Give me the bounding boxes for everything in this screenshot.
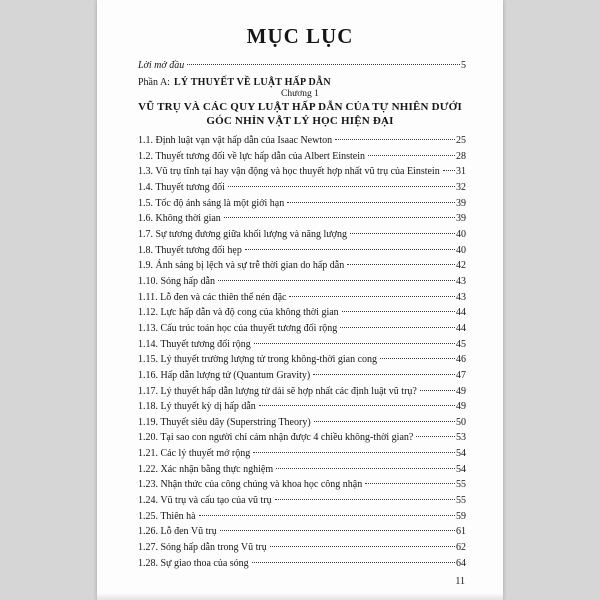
dot-leader: [253, 452, 455, 453]
dot-leader: [220, 530, 455, 531]
toc-entry-page-number: 55: [456, 479, 466, 491]
toc-entry-label: 1.10. Sóng hấp dẫn: [138, 275, 215, 287]
toc-entry-page-number: 54: [456, 463, 466, 475]
toc-entry-page-number: 43: [456, 275, 466, 287]
toc-entry-page-number: 59: [456, 510, 466, 522]
toc-entry: [138, 337, 466, 353]
toc-entry-label: 1.26. Lỗ đen Vũ trụ: [138, 526, 217, 538]
toc-entry: [138, 415, 466, 431]
toc-entry: [138, 164, 466, 180]
dot-leader: [368, 155, 455, 156]
toc-entry-label: 1.9. Ánh sáng bị lệch và sự trễ thời gian do hấp dẫn: [138, 260, 345, 272]
toc-entry: [138, 446, 466, 462]
part-title: LÝ THUYẾT VỀ LUẬT HẤP DẪN: [173, 77, 331, 88]
toc-entry-page-number: 44: [456, 322, 466, 334]
dot-leader: [287, 202, 455, 203]
toc-entry-label: 1.21. Các lý thuyết mở rộng: [138, 448, 251, 460]
toc-entry: [138, 524, 466, 540]
toc-entry-label: 1.25. Thiên hà: [138, 510, 196, 522]
dot-leader: [340, 327, 455, 328]
toc-entry-page-number: 47: [456, 369, 466, 381]
toc-entry-label: 1.24. Vũ trụ và cấu tạo của vũ trụ: [138, 495, 272, 507]
toc-entry-page-number: 50: [456, 416, 466, 428]
dot-leader: [187, 64, 460, 65]
toc-entry-label: 1.6. Không thời gian: [138, 213, 221, 225]
dot-leader: [199, 515, 455, 516]
toc-entry-label: 1.11. Lỗ đen và các thiên thể nén đặc: [138, 291, 287, 303]
dot-leader: [335, 139, 455, 140]
dot-leader: [228, 186, 455, 187]
part-heading: [138, 75, 466, 90]
toc-entry-label: 1.7. Sự tương đương giữa khối lượng và năng lượng: [138, 228, 347, 240]
toc-entry-page-number: 39: [456, 197, 466, 209]
toc-entry-label: 1.27. Sóng hấp dẫn trong Vũ trụ: [138, 542, 267, 554]
toc-entry-label: 1.18. Lý thuyết kỳ dị hấp dẫn: [138, 401, 256, 413]
toc-entry: [138, 477, 466, 493]
toc-entry: [138, 399, 466, 415]
dot-leader: [259, 405, 455, 406]
toc-entry: [138, 196, 466, 212]
toc-entry-page-number: 42: [456, 260, 466, 272]
toc-entry: [138, 290, 466, 306]
toc-entry: [138, 149, 466, 165]
toc-entry-label: 1.13. Cấu trúc toán học của thuyết tương đối rộng: [138, 322, 338, 334]
toc-entry-page-number: 53: [456, 432, 466, 444]
toc-entry: [138, 430, 466, 446]
dot-leader: [218, 280, 455, 281]
toc-entry-label: 1.8. Thuyết tương đối hẹp: [138, 244, 242, 256]
toc-entry-page-number: 39: [456, 213, 466, 225]
dot-leader: [380, 358, 455, 359]
toc-entry-page-number: 40: [456, 244, 466, 256]
toc-entry-label: 1.12. Lực hấp dẫn và độ cong của không thời gian: [138, 307, 339, 319]
toc-entry-page-number: 55: [456, 495, 466, 507]
dot-leader: [443, 170, 455, 171]
dot-leader: [347, 264, 455, 265]
toc-entry-label: 1.28. Sự giao thoa của sóng: [138, 557, 249, 569]
toc-entry: [138, 274, 466, 290]
toc-entry-label: 1.15. Lý thuyết trường lượng tử trong không-thời gian cong: [138, 354, 378, 366]
toc-entry-label: 1.1. Định luật vạn vật hấp dẫn của Isaac Newton: [138, 135, 333, 146]
chapter-label: Chương 1: [281, 89, 319, 99]
dot-leader: [276, 468, 455, 469]
toc-entry-label: 1.23. Nhận thức của công chúng và khoa học công nhận: [138, 479, 363, 491]
toc-entry-label: 1.2. Thuyết tương đối về lực hấp dẫn của Albert Einstein: [138, 150, 366, 162]
dot-leader: [275, 499, 455, 500]
toc-entry: [138, 556, 466, 572]
dot-leader: [420, 390, 455, 391]
dot-leader: [313, 374, 455, 375]
toc-entry-label: 1.17. Lý thuyết hấp dẫn lượng tử dải sẽ hợp nhất các định luật vũ trụ?: [138, 385, 417, 397]
toc-entry-page-number: 61: [456, 526, 466, 538]
toc-entry-page-number: 40: [456, 228, 466, 240]
part-prefix: Phần A:: [138, 77, 170, 88]
toc-entry: [138, 211, 466, 227]
toc-entry-page-number: 31: [456, 166, 466, 178]
dot-leader: [252, 562, 455, 563]
toc-entry: [138, 462, 466, 478]
toc-entry: [138, 384, 466, 400]
toc-entry-page-number: 49: [456, 385, 466, 397]
page-number: 11: [455, 576, 465, 587]
front-matter-row: [138, 58, 466, 73]
toc-entry: [138, 493, 466, 509]
toc-entry: [138, 352, 466, 368]
toc-entry-page-number: 32: [456, 181, 466, 193]
chapter-title: VŨ TRỤ VÀ CÁC QUY LUẬT HẤP DẪN CỦA TỰ NHIÊN DƯỚI GÓC NHÌN VẬT LÝ HỌC HIỆN ĐẠI: [138, 101, 462, 127]
toc-entry-page-number: 64: [456, 557, 466, 569]
toc-entry-label: 1.3. Vũ trụ tĩnh tại hay vận động và học thuyết hợp nhất vũ trụ của Einstein: [138, 166, 440, 178]
toc-entry-label: 1.4. Thuyết tương đối: [138, 181, 225, 193]
toc-entry-page-number: 49: [456, 401, 466, 413]
toc-entry: [138, 258, 466, 274]
front-matter-page-number: 5: [461, 60, 466, 71]
toc-entry-page-number: 28: [456, 150, 466, 162]
toc-entry: [138, 321, 466, 337]
toc-entry-page-number: 45: [456, 338, 466, 350]
toc-entry-page-number: 44: [456, 307, 466, 319]
toc-list: [138, 133, 466, 571]
page-title: MỤC LỤC: [246, 24, 354, 48]
dot-leader: [270, 546, 455, 547]
toc-entry-label: 1.16. Hấp dẫn lượng tử (Quantum Gravity): [138, 369, 311, 381]
dot-leader: [342, 311, 455, 312]
dot-leader: [224, 217, 455, 218]
dot-leader: [254, 343, 455, 344]
toc-entry: [138, 305, 466, 321]
book-page: [97, 0, 503, 600]
dot-leader: [365, 483, 455, 484]
toc-entry-page-number: 54: [456, 448, 466, 460]
toc-entry: [138, 243, 466, 259]
dot-leader: [289, 296, 455, 297]
toc-entry: [138, 227, 466, 243]
toc-entry-label: 1.14. Thuyết tương đối rộng: [138, 338, 251, 350]
toc-entry: [138, 540, 466, 556]
dot-leader: [245, 249, 455, 250]
toc-entry-label: 1.19. Thuyết siêu dây (Superstring Theory): [138, 416, 311, 428]
toc-entry-label: 1.20. Tại sao con người chỉ cảm nhận được 4 chiều không-thời gian?: [138, 432, 414, 444]
toc-entry-page-number: 43: [456, 291, 466, 303]
toc-entry-page-number: 46: [456, 354, 466, 366]
toc-entry: [138, 180, 466, 196]
front-matter-label: Lời mở đầu: [138, 60, 185, 71]
toc-entry-label: 1.22. Xác nhận bằng thực nghiệm: [138, 463, 274, 475]
toc-entry: [138, 133, 466, 149]
toc-entry-page-number: 25: [456, 135, 466, 146]
dot-leader: [350, 233, 455, 234]
toc-entry-label: 1.5. Tốc độ ánh sáng là một giới hạn: [138, 197, 285, 209]
toc-entry-page-number: 62: [456, 542, 466, 554]
toc-entry: [138, 368, 466, 384]
toc-entry: [138, 509, 466, 525]
dot-leader: [416, 436, 455, 437]
dot-leader: [314, 421, 455, 422]
